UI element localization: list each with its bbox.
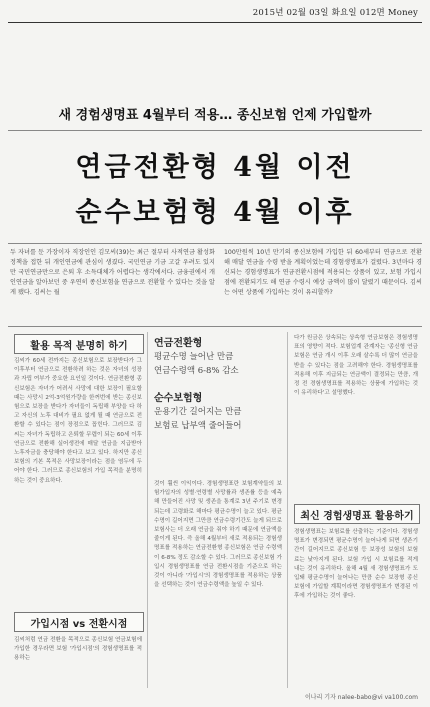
- lead-paragraph-right: 100만원씩 10년 만기의 종신보험에 가입한 뒤 60세부터 연금으로 전환해 매달 연금을 수령 받을 계획이었는데 경험생명표가 걸렸다. 3년마다 경신되는 경험생명표가 연금전환시점에 적용되는 상품이 있고, 보험 가입시점에 전환되기도 해 연금 수령시 예상 금액이 많이 달렸기 때문이다. 김씨는 어떤 상품에 가입하는 것이 유리할까?: [224, 249, 422, 296]
- column-divider-1: [147, 332, 148, 688]
- lead-paragraph-left: 두 자녀를 둔 가장이자 직장인인 김모씨(39)는 최근 절부터 사적연금 활성화 정책을 접한 뒤 개인연금에 관심이 생겼다. 국민연금 기금 고갈 우려도 있지만 국민연금만으로 은퇴 후 소득대체가 어렵다는 생각에서다. 금융권에서 개인연금을 알아보던 중 우연히 종신보험을 연금으로 전환할 수 있다는 것을 알게 됐다. 김씨는 월: [10, 249, 215, 296]
- column-3-text-b: 경험생명표는 보험료를 산출하는 기준이다. 경험생명표가 변경되면 평균수명이 늘어나게 되면 생존기간이 길어지므로 종신보험 등 보장성 보험의 보험료는 낮아지게 된다. 보험 가입 시 보험료를 적게 내는 것이 유리하다. 올해 4월 새 경험생명표가 도입돼 평균수명이 늘어나는 만큼 순수 보장형 종신보험에 가입할 계획이라면 경험생명표가 변경된 이후에 가입하는 것이 좋다.: [294, 529, 418, 600]
- sidebar-pension-line-1: 평균수명 늘어난 만큼: [154, 352, 234, 362]
- headline-rule: [8, 243, 422, 244]
- section-heading-timing: 가입시점 vs 전환시점: [14, 612, 144, 632]
- sidebar-pure-title: 순수보험형: [154, 393, 203, 404]
- headline-line-1: 연금전환형 4월 이전: [75, 152, 355, 183]
- headline-line-2: 순수보험형 4월 이후: [75, 197, 355, 228]
- column-divider-2: [287, 332, 288, 688]
- column-1-text-b: 김씨처럼 연금 전환을 목적으로 종신보험 연금보험에 가입한 경우라면 보험 '가입시점'의 경험생명표를 적용하는: [14, 637, 142, 662]
- sidebar-pension-title: 연금전환형: [154, 338, 203, 349]
- sidebar-pure-line-2: 보험료 납부액 줄어들어: [154, 421, 242, 431]
- date-header: 2015년 02월 03일 화요일 012면 Money: [252, 8, 418, 18]
- sidebar-pure-line-1: 운용기간 길어지는 만큼: [154, 407, 242, 417]
- article-kicker: 새 경험생명표 4월부터 적용… 종신보험 언제 가입할까: [58, 108, 372, 123]
- column-2-text: 것이 훨씬 이익이다. 경험생명표란 보험계약들의 보험가입자의 성별·연령별 사망률과 생존률 등을 예측해 만들어진 사망 및 생존을 통계로 3년 주기로 변경되는데 고령화로 해마다 평균수명이 늘고 있다. 평균수명이 길어지면 그만큼 연금수령기간도 늘게 되므로 보험사는 더 오래 연금을 줘야 하기 때문에 연금액을 줄이게 된다. 즉 올해 4월부터 새로 적용되는 경험생명표를 적용하는 연금전환형 종신보험은 연금 수령액이 6-8% 정도 감소할 수 있다. 그러므로 종신보험 가입시 경험생명표를 연금 전환시점을 기준으로 하는 것이 아니라 '가입시'의 경험생명표를 적용하는 상품을 선택하는 것이 연금수령액을 높일 수 있다.: [154, 481, 282, 589]
- lead-rule: [8, 326, 422, 327]
- kicker-rule: [8, 130, 422, 131]
- sidebar-summary: [154, 334, 282, 432]
- sidebar-pension-line-2: 연금수령액 6-8% 감소: [154, 366, 239, 376]
- column-1-text: 김씨가 60세 전까지는 종신보험으로 보장받다가 그 이후부터 연금으로 전환하려 하는 것은 자녀의 성장과 자립 여부가 중요한 요인일 것이다. 연금전환형 종신보험은 자녀가 어려서 사망에 대한 보장이 필요할 때는 사망시 2억-3억원가량을 한꺼번에 받는 종신보험으로 보장을 받다가 자녀들이 독립해 부양을 다 하고 자신의 노후 대비가 필요 없게 될 때 연금으로 전환할 수 있다는 점이 장점으로 꼽힌다. 그러므로 김 씨는 자녀가 독립하고 은퇴할 무렵이 되는 60세 이후 연금으로 전환해 실어생전에 매달 연금을 지급받아 노후자금을 충당해야 한다고 보고 있다. 하지만 종신보험의 기본 목적은 사망보장이라는 점을 염두에 두어야 한다. 그러므로 종신보험의 가입 목적을 분명히 하는 것이 중요하다.: [14, 358, 142, 484]
- column-3-text: 다가 원금은 상속되는 상속형 연금보험은 경험생명표의 영향이 적다. 보험업계 관계자는 '종신형 연금보험은 연금 개시 이후 오래 살수록 더 많이 연금을 받을 수 있다는 점을 고려해야 한다. 경험생명표를 적용해 이후 지급되는 연금액이 결정되는 만큼, 개정 전 경험생명표를 적용하는 상품에 가입하는 것이 유리하다'고 설명했다.: [294, 335, 418, 397]
- top-rule: [8, 22, 422, 23]
- section-heading-latest-table: 최신 경험생명표 활용하기: [294, 504, 420, 524]
- section-heading-purpose: 활용 목적 분명히 하기: [14, 334, 144, 354]
- byline: 이나리 기자 nalee-babo@vi va100.com: [305, 694, 418, 701]
